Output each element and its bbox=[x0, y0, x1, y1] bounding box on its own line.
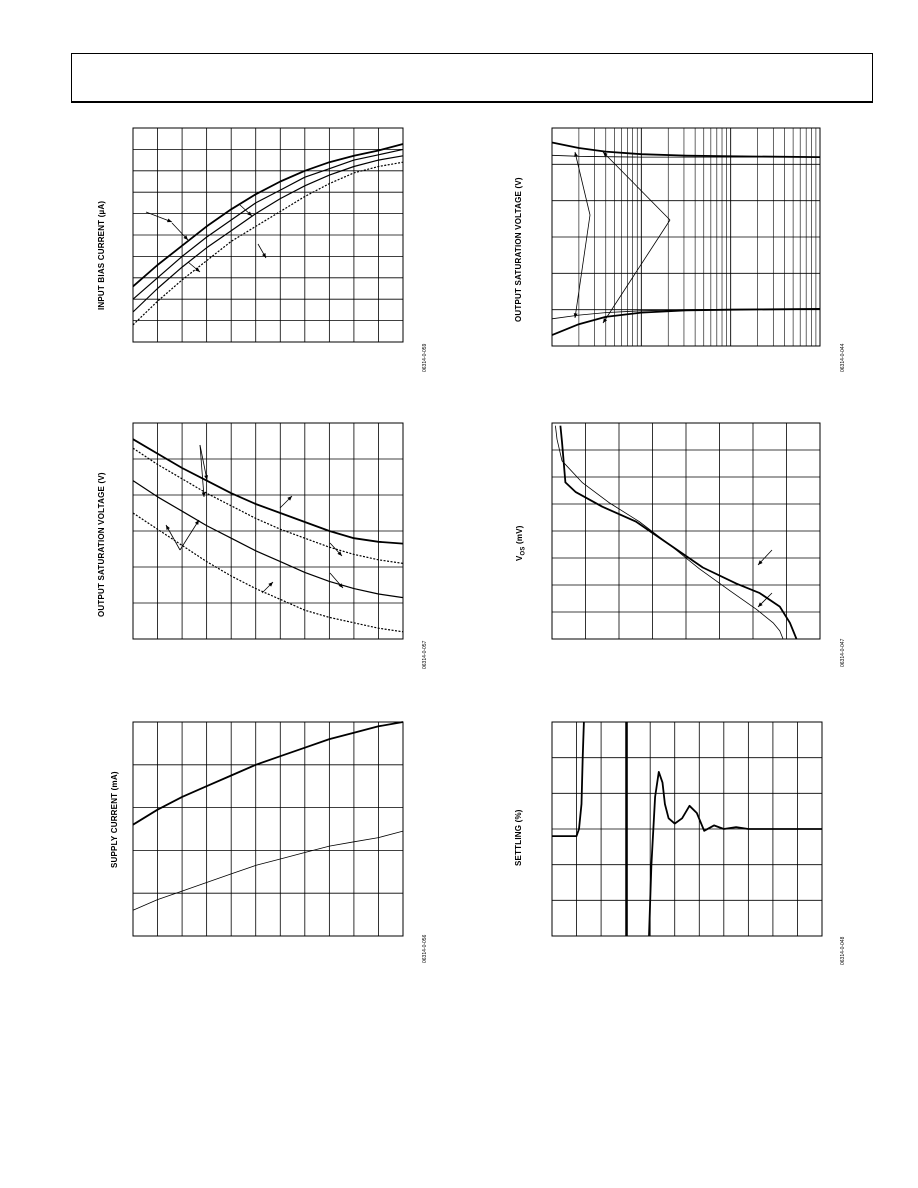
y-axis-label: INPUT BIAS CURRENT (µA) bbox=[97, 200, 106, 310]
y-axis-label-unit: (mV) bbox=[515, 525, 524, 547]
y-axis-label-main: V bbox=[515, 555, 524, 561]
figure-code: 06314-0-047 bbox=[840, 638, 846, 667]
y-axis-label-sub: OS bbox=[520, 546, 527, 556]
series-line-1 bbox=[552, 722, 584, 836]
figure-code: 06314-0-048 bbox=[840, 936, 846, 965]
y-axis-label: SETTLING (%) bbox=[514, 809, 523, 866]
figure-code: 06314-0-056 bbox=[422, 934, 428, 963]
figure-code: 06314-0-057 bbox=[422, 640, 428, 669]
figure-code: 06314-0-059 bbox=[422, 343, 428, 372]
y-axis-label: OUTPUT SATURATION VOLTAGE (V) bbox=[97, 472, 106, 617]
y-axis-label: OUTPUT SATURATION VOLTAGE (V) bbox=[514, 177, 523, 322]
y-axis-label: SUPPLY CURRENT (mA) bbox=[110, 771, 119, 868]
figure-code: 06314-0-044 bbox=[840, 343, 846, 372]
